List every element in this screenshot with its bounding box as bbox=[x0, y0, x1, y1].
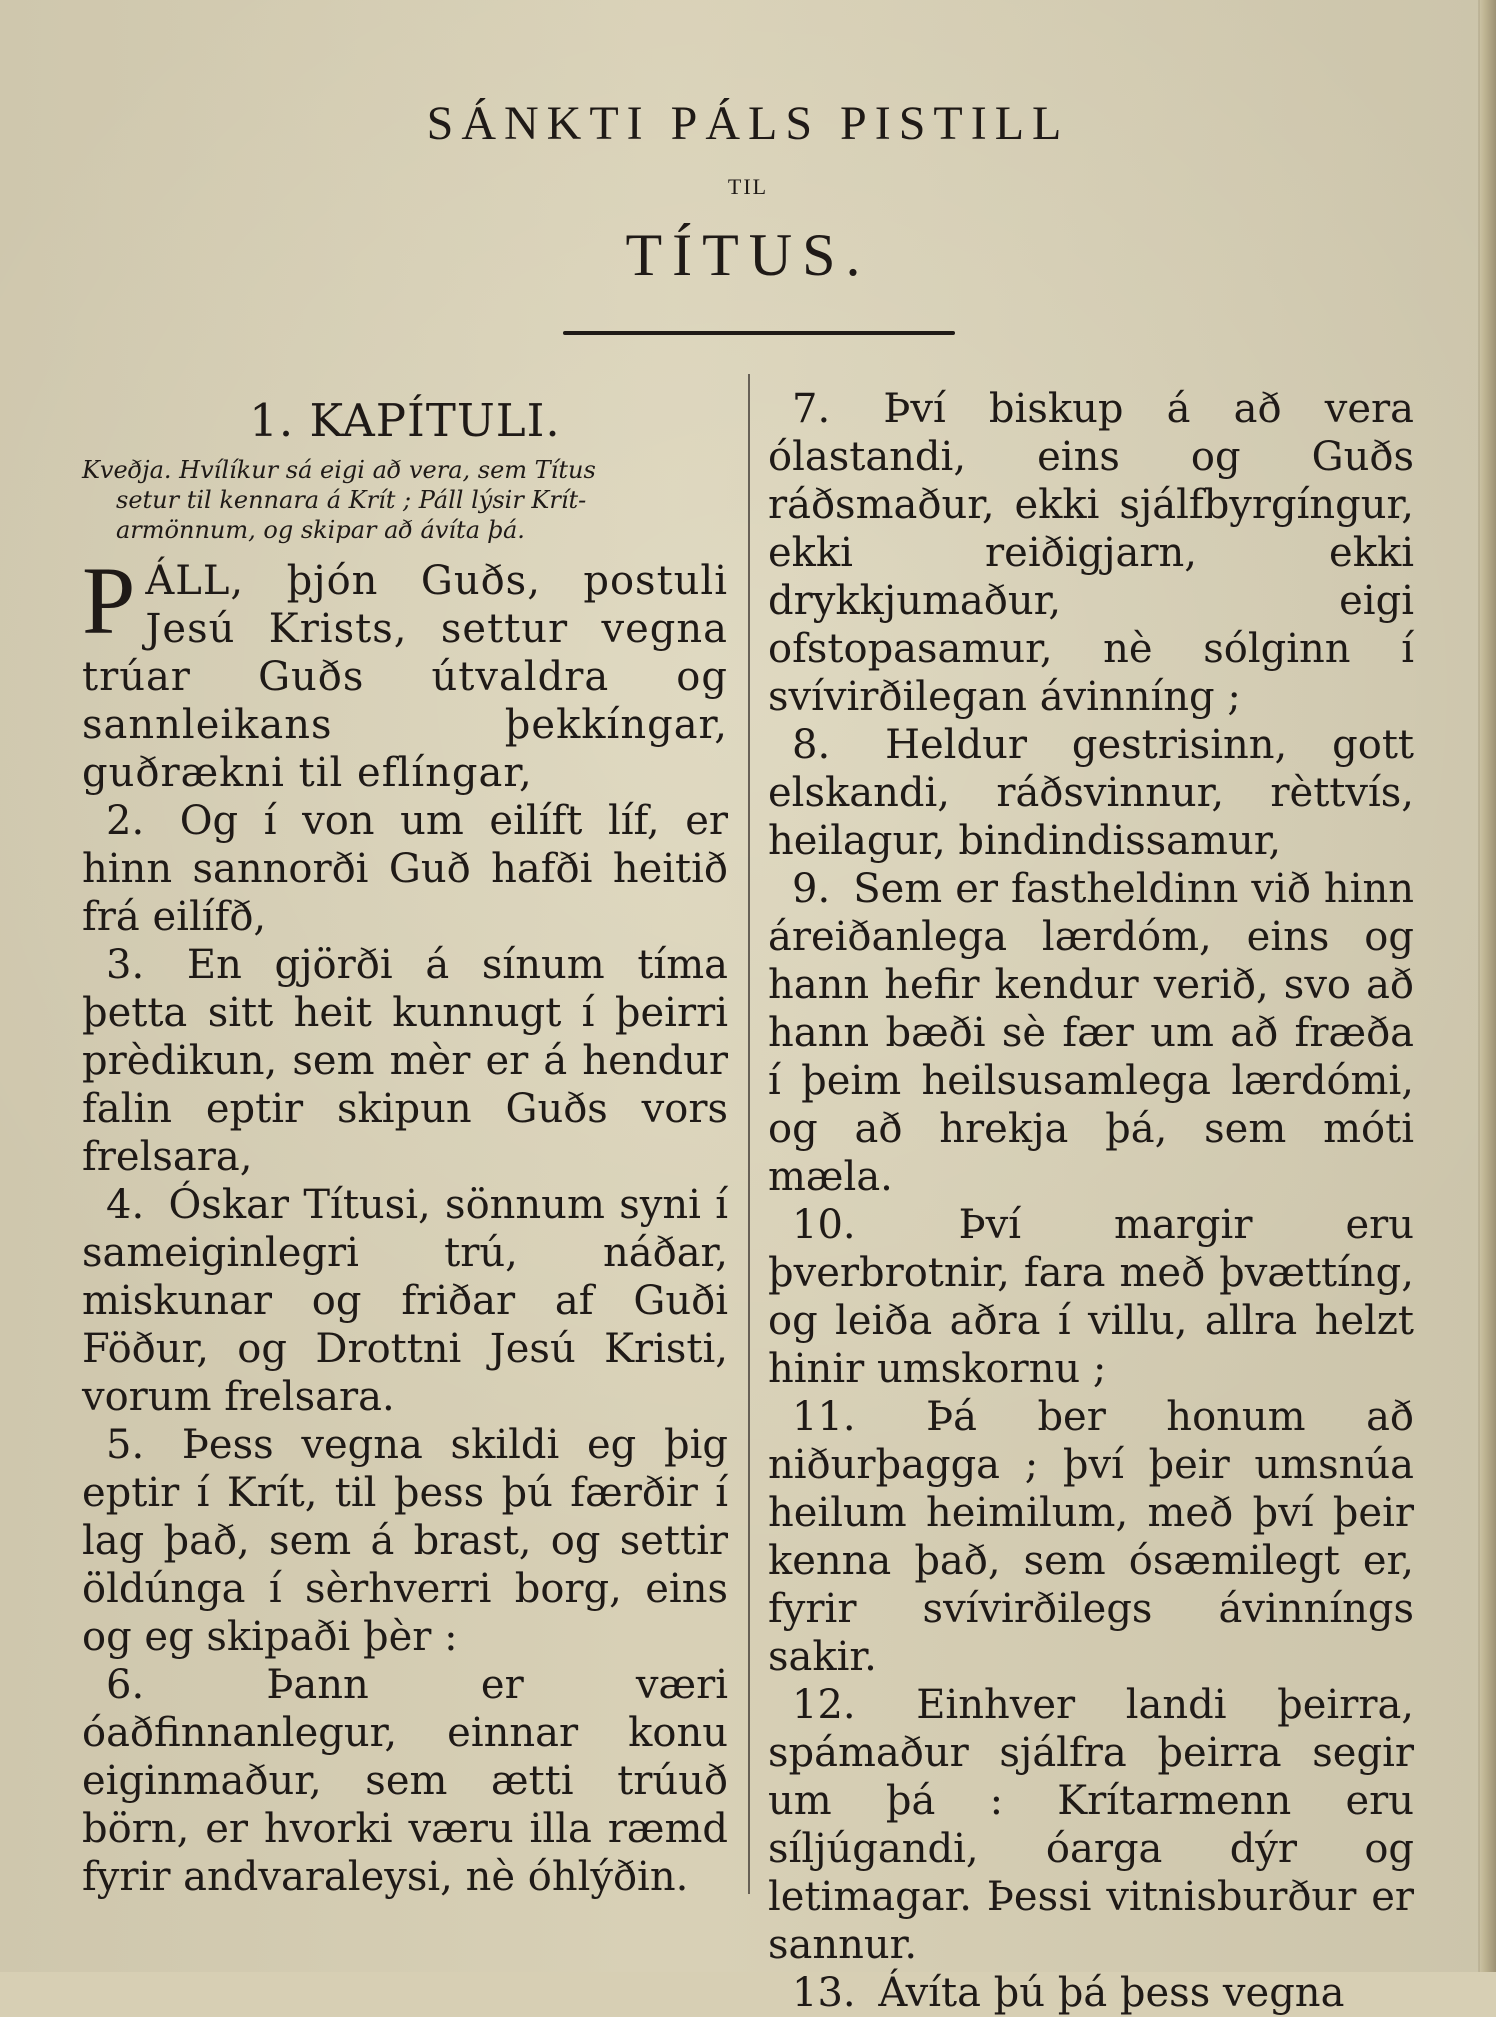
verse-number: 7. bbox=[792, 386, 831, 432]
summary-line: Kveðja. Hvílíkur sá eigi að vera, sem Títus bbox=[82, 456, 596, 484]
column-divider bbox=[748, 374, 750, 1894]
verse-number: 3. bbox=[106, 942, 145, 988]
verse-7 bbox=[768, 385, 1414, 721]
verse-9 bbox=[768, 865, 1414, 1201]
verse-number: 2. bbox=[106, 798, 145, 844]
verse-text: En gjörði á sínum tíma þetta sitt heit kunnugt í þeirri prèdikun, sem mèr er á hendur falin eptir skipun Guðs vors frelsara, bbox=[82, 942, 728, 1180]
verse-text: Þess vegna skildi eg þig eptir í Krít, til þess þú færðir í lag það, sem á brast, og settir öldúnga í sèrhverri borg, eins og eg skipaði þèr : bbox=[82, 1422, 728, 1660]
verse-number: 6. bbox=[106, 1662, 145, 1708]
verse-text: Þann er væri óaðfinnanlegur, einnar konu eiginmaður, sem ætti trúuð börn, er hvorki væru illa ræmd fyrir andvaraleysi, nè óhlýðin. bbox=[82, 1662, 729, 1900]
book-title: TÍTUS. bbox=[625, 222, 871, 288]
chapter-heading: 1. KAPÍTULI. bbox=[249, 394, 561, 447]
verse-text: Og í von um eilíft líf, er hinn sannorði Guð hafði heitið frá eilífð, bbox=[82, 798, 729, 940]
verse-2 bbox=[82, 797, 728, 941]
page-edge bbox=[1478, 0, 1496, 1972]
verse-text: Sem er fastheldinn við hinn áreiðanlega lærdóm, eins og hann hefir kendur verið, svo að hann bæði sè fær um að fræða í þeim heilsusamlega lærdómi, og að hrekja þá, sem móti mæla. bbox=[768, 866, 1414, 1200]
verse-number: 10. bbox=[792, 1202, 856, 1248]
verse-number: 8. bbox=[792, 722, 831, 768]
verse-12 bbox=[768, 1681, 1414, 1969]
verse-number: 4. bbox=[106, 1182, 145, 1228]
right-column bbox=[768, 385, 1414, 2017]
verse-text: ÁLL, þjón Guðs, postuli Jesú Krists, settur vegna trúar Guðs útvaldra og sannleikans þekkíngar, guðrækni til eflíngar, bbox=[82, 558, 728, 796]
verse-text: Þá ber honum að niðurþagga ; því þeir umsnúa heilum heimilum, með því þeir kenna það, sem ósæmilegt er, fyrir svívirðilegs ávinníngs sakir. bbox=[768, 1394, 1414, 1680]
verse-text: Ávíta þú þá þess vegna bbox=[878, 1970, 1345, 2016]
verse-8 bbox=[768, 721, 1414, 865]
page-title: SÁNKTI PÁLS PISTILL bbox=[426, 97, 1070, 150]
title-block bbox=[0, 95, 1496, 291]
verse-5 bbox=[82, 1421, 728, 1661]
verse-number: 5. bbox=[106, 1422, 145, 1468]
verse-13 bbox=[768, 1969, 1414, 2017]
title-divider bbox=[563, 331, 955, 335]
verse-6 bbox=[82, 1661, 728, 1901]
verse-text: Óskar Títusi, sönnum syni í sameiginlegri trú, náðar, miskunar og friðar af Guði Föður, og Drottni Jesú Kristi, vorum frelsara. bbox=[82, 1182, 729, 1420]
drop-cap: P bbox=[82, 547, 136, 654]
verse-text: Því margir eru þverbrotnir, fara með þvættíng, og leiða aðra í villu, allra helzt hinir umskornu ; bbox=[768, 1202, 1415, 1392]
summary-line: setur til kennara á Krít ; Páll lýsir Krít- bbox=[116, 486, 587, 514]
verse-1 bbox=[82, 547, 728, 797]
left-column bbox=[82, 385, 728, 1901]
verse-number: 9. bbox=[792, 866, 831, 912]
verse-number: 13. bbox=[792, 1970, 856, 2016]
verse-text: Einhver landi þeirra, spámaður sjálfra þeirra segir um þá : Krítarmenn eru síljúgandi, óarga dýr og letimagar. Þessi vitnisburður er sannur. bbox=[768, 1682, 1415, 1968]
verse-4 bbox=[82, 1181, 728, 1421]
verse-text: Því biskup á að vera ólastandi, eins og Guðs ráðsmaður, ekki sjálfbyrgíngur, ekki reiðigjarn, ekki drykkjumaður, eigi ofstopasamur, nè sólginn í svívirðilegan ávinníng ; bbox=[768, 386, 1414, 720]
summary-line: armönnum, og skipar að ávíta þá. bbox=[116, 516, 525, 544]
verse-3 bbox=[82, 941, 728, 1181]
verse-text: Heldur gestrisinn, gott elskandi, ráðsvinnur, rèttvís, heilagur, bindindissamur, bbox=[768, 722, 1414, 864]
verse-10 bbox=[768, 1201, 1414, 1393]
title-connector: TIL bbox=[727, 174, 769, 199]
chapter-summary bbox=[82, 455, 728, 545]
verse-11 bbox=[768, 1393, 1414, 1681]
verse-number: 12. bbox=[792, 1682, 856, 1728]
verse-number: 11. bbox=[792, 1394, 856, 1440]
